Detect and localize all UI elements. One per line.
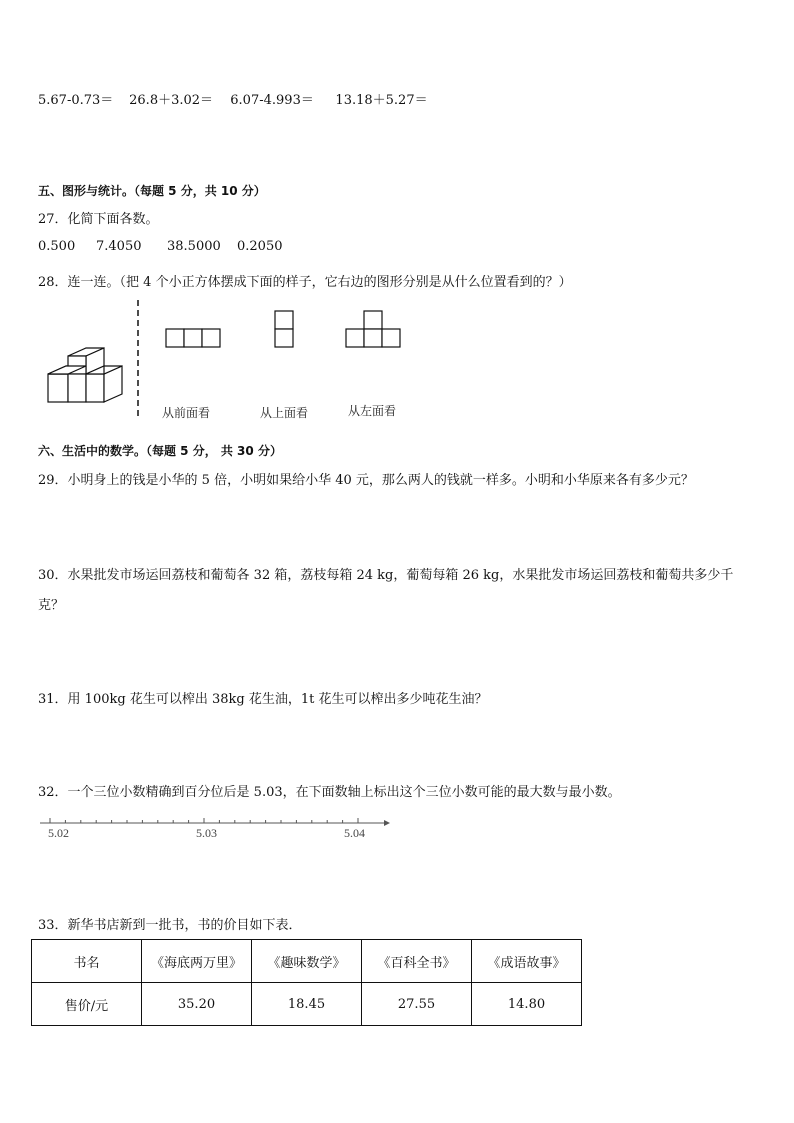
caption-front-view: 从前面看 xyxy=(162,406,211,420)
question-32: 32．一个三位小数精确到百分位后是 5.03，在下面数轴上标出这个三位小数可能的最大数与最小数。 xyxy=(38,785,621,800)
table-cell: 35.20 xyxy=(142,983,252,1026)
caption-left-view: 从左面看 xyxy=(348,404,397,418)
question-30-line2: 克？ xyxy=(38,598,65,613)
table-row xyxy=(32,940,582,983)
caption-top-view: 从上面看 xyxy=(260,406,309,420)
front-view-shape xyxy=(166,329,220,347)
q27-number: 38.5000 xyxy=(167,239,221,254)
number-line-label: 5.03 xyxy=(196,826,217,840)
table-header-cell: 书名 xyxy=(32,940,142,983)
number-line-label: 5.04 xyxy=(344,826,365,840)
table-cell: 《成语故事》 xyxy=(472,940,582,983)
table-cell: 《百科全书》 xyxy=(362,940,472,983)
table-cell: 18.45 xyxy=(252,983,362,1026)
left-view-shape xyxy=(346,311,400,347)
table-cell: 《海底两万里》 xyxy=(142,940,252,983)
question-27: 27．化简下面各数。 xyxy=(38,212,159,227)
calc-item: 26.8＋3.02＝ xyxy=(129,93,214,108)
q27-number: 0.500 xyxy=(38,239,76,254)
calc-row xyxy=(38,89,428,108)
isometric-cubes xyxy=(48,348,122,402)
number-line-label: 5.02 xyxy=(48,826,69,840)
table-cell: 14.80 xyxy=(472,983,582,1026)
question-30-line1: 30．水果批发市场运回荔枝和葡萄各 32 箱，荔枝每箱 24 kg，葡萄每箱 26 kg，水果批发市场运回荔枝和葡萄共多少千 xyxy=(38,568,734,583)
q27-numbers xyxy=(38,239,283,254)
section6-heading: 六、生活中的数学。（每题 5 分， 共 30 分） xyxy=(38,444,282,458)
number-line xyxy=(38,812,398,846)
calc-item: 5.67-0.73＝ xyxy=(38,93,114,108)
book-price-table xyxy=(31,939,582,1026)
q27-number: 7.4050 xyxy=(96,239,142,254)
calc-item: 6.07-4.993＝ xyxy=(230,93,314,108)
table-row xyxy=(32,983,582,1026)
table-cell: 《趣味数学》 xyxy=(252,940,362,983)
section5-heading: 五、图形与统计。（每题 5 分，共 10 分） xyxy=(38,184,266,198)
question-29: 29．小明身上的钱是小华的 5 倍，小明如果给小华 40 元，那么两人的钱就一样多。小明和小华原来各有多少元？ xyxy=(38,473,694,488)
question-31: 31．用 100kg 花生可以榨出 38kg 花生油，1t 花生可以榨出多少吨花生油？ xyxy=(38,692,488,707)
q27-number: 0.2050 xyxy=(237,239,283,254)
calc-item: 13.18＋5.27＝ xyxy=(335,93,428,108)
table-cell: 27.55 xyxy=(362,983,472,1026)
table-header-cell: 售价/元 xyxy=(32,983,142,1026)
top-view-shape xyxy=(275,311,293,347)
question-28: 28．连一连。（把 4 个小正方体摆成下面的样子，它右边的图形分别是从什么位置看到的？） xyxy=(38,275,572,290)
question-33: 33．新华书店新到一批书，书的价目如下表． xyxy=(38,918,302,933)
